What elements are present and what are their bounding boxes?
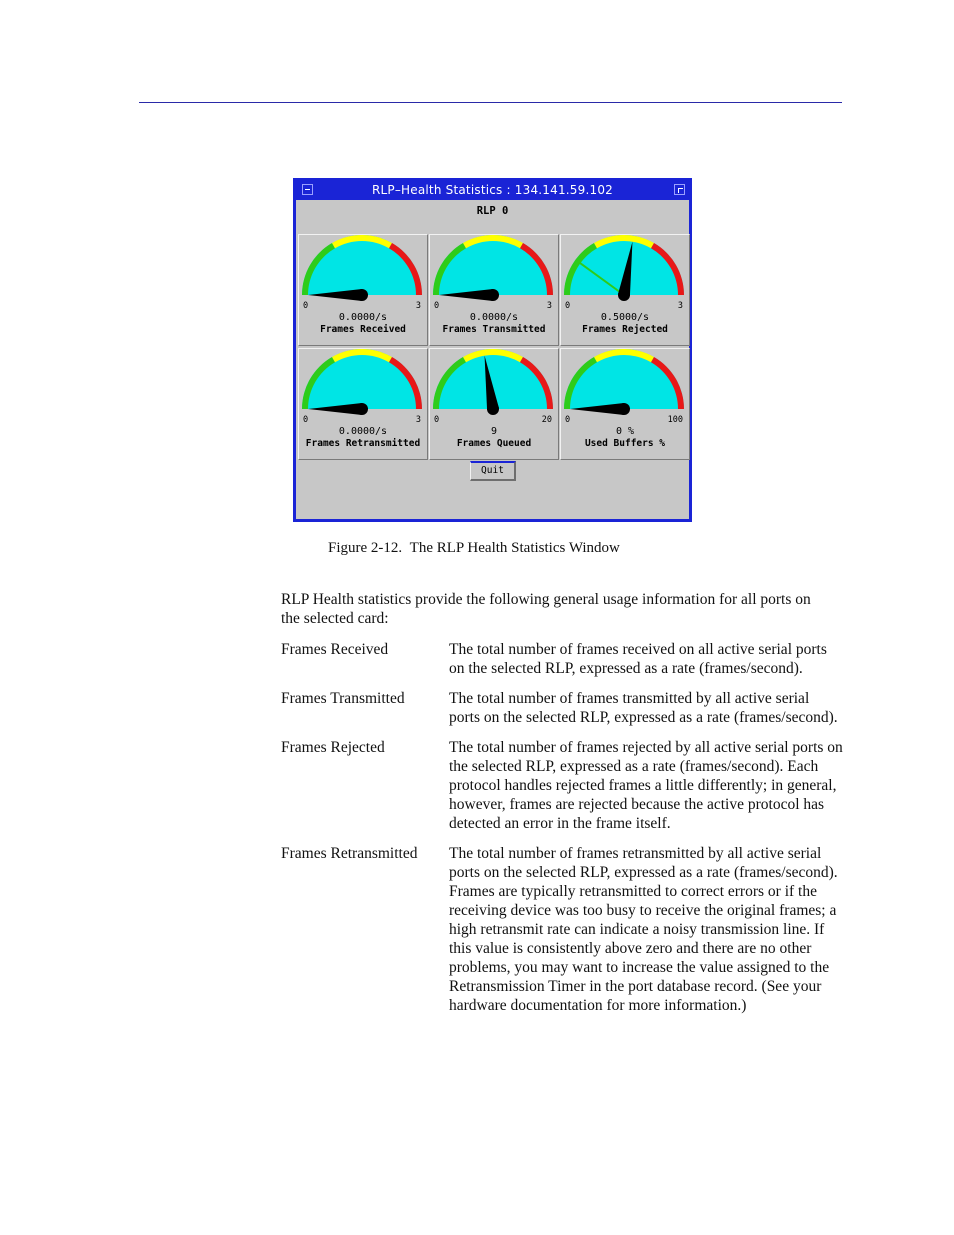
window-body: [296, 181, 689, 519]
gauge-min: 0: [303, 301, 309, 311]
gauge-max: 3: [415, 415, 421, 425]
gauge-grid: [298, 234, 691, 460]
gauge-min: 0: [303, 415, 309, 425]
gauge-value: 0.0000/s: [338, 426, 388, 437]
gauge-max: 100: [667, 415, 683, 425]
gauge-max: 20: [541, 415, 552, 425]
gauge-dial: [561, 349, 690, 419]
definition-row: [281, 738, 851, 833]
gauge-min: 0: [434, 301, 440, 311]
gauge-dial: [299, 349, 428, 419]
gauge-label: Used Buffers %: [584, 438, 666, 449]
gauge-dial: [299, 235, 428, 305]
gauge-face: [433, 235, 553, 295]
definition-term: Frames Rejected: [281, 739, 385, 756]
gauge-max: 3: [546, 301, 552, 311]
gauge-frames-transmitted: [429, 234, 559, 346]
window-menu-icon[interactable]: [302, 184, 313, 195]
gauge-face: [564, 349, 684, 409]
definition-term: Frames Received: [281, 641, 389, 658]
gauge-min: 0: [565, 415, 571, 425]
gauge-label: Frames Retransmitted: [305, 438, 421, 449]
gauge-label: Frames Rejected: [582, 324, 668, 335]
definition-term: Frames Transmitted: [281, 690, 405, 707]
gauge-min: 0: [565, 301, 571, 311]
header-rule: [139, 102, 842, 103]
definition-description: The total number of frames received on all active serial ports on the selected RLP, expressed as a rate (frames/second).: [449, 641, 827, 677]
gauge-hub: [487, 289, 499, 301]
intro-paragraph: RLP Health statistics provide the following general usage information for all ports on the selected card:: [281, 591, 811, 627]
gauge-value: 9: [490, 426, 498, 437]
gauge-min: 0: [434, 415, 440, 425]
gauge-hub: [356, 403, 368, 415]
gauge-hub: [487, 403, 499, 415]
definition-description: The total number of frames transmitted by all active serial ports on the selected RLP, expressed as a rate (frames/second).: [449, 690, 838, 726]
gauge-frames-received: [298, 234, 428, 346]
gauge-frames-rejected: [560, 234, 690, 346]
figure-caption: Figure 2-12. The RLP Health Statistics Window: [328, 540, 620, 556]
definition-row: [281, 689, 851, 727]
gauge-dial: [430, 349, 559, 419]
gauge-dial: [430, 235, 559, 305]
gauge-hub: [618, 403, 630, 415]
gauge-value: 0 %: [615, 426, 635, 437]
gauge-label: Frames Transmitted: [442, 324, 546, 335]
definition-list: [281, 640, 851, 1026]
gauge-used-buffers: [560, 348, 690, 460]
definition-row: [281, 844, 851, 1015]
rlp-health-window: [293, 178, 692, 522]
definition-row: [281, 640, 851, 678]
gauge-value: 0.0000/s: [469, 312, 519, 323]
definition-description: The total number of frames retransmitted by all active serial ports on the selected RLP, expressed as a rate (frames/second). Frames are typically retransmitted to correct errors or if the receiving device was too busy to receive the original frames; a high retransmit rate can indicate a noisy transmission line. If this value is consistently above zero and there are no other problems, you may want to increase the value assigned to the Retransmission Timer in the port database record. (See your hardware documentation for more information.): [449, 845, 838, 1014]
rlp-label: RLP 0: [476, 205, 509, 217]
quit-button[interactable]: Quit: [470, 461, 516, 481]
gauge-max: 3: [415, 301, 421, 311]
maximize-icon[interactable]: [674, 184, 685, 195]
gauge-hub: [356, 289, 368, 301]
gauge-value: 0.5000/s: [600, 312, 650, 323]
gauge-label: Frames Queued: [456, 438, 532, 449]
gauge-dial: [561, 235, 690, 305]
window-title: RLP–Health Statistics : 134.141.59.102: [371, 183, 614, 197]
gauge-hub: [618, 289, 630, 301]
gauge-frames-retransmitted: [298, 348, 428, 460]
definition-description: The total number of frames rejected by all active serial ports on the selected RLP, expressed as a rate (frames/second). Each protocol handles rejected frames a little differently; in general, however, frames are rejected because the active protocol has detected an error in the frame itself.: [449, 739, 843, 832]
gauge-face: [302, 349, 422, 409]
gauge-max: 3: [677, 301, 683, 311]
gauge-label: Frames Received: [320, 324, 406, 335]
definition-term: Frames Retransmitted: [281, 845, 418, 862]
gauge-frames-queued: [429, 348, 559, 460]
gauge-value: 0.0000/s: [338, 312, 388, 323]
gauge-face: [302, 235, 422, 295]
window-titlebar[interactable]: [296, 181, 689, 200]
